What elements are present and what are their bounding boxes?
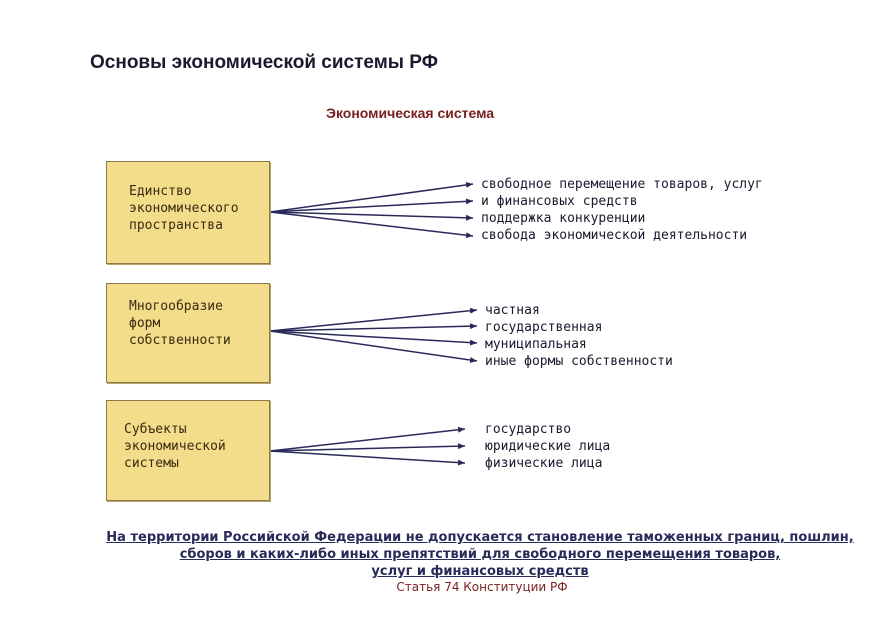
arrow-line [270,331,477,343]
list-item: и финансовых средств [481,194,638,209]
box-economic-subjects [106,400,270,501]
arrow-line [270,451,465,463]
arrow-line [270,201,473,212]
box-label: Многообразие форм собственности [129,299,231,348]
list-item: государство [485,422,572,437]
list-item: юридические лица [485,439,611,454]
list-item: поддержка конкуренции [481,211,646,226]
box-unity-of-economic-space [106,161,270,264]
arrow-line [270,446,465,451]
diagram-title: Экономическая система [326,105,495,121]
quote-line: сборов и каких-либо иных препятствий для свободного перемещения товаров, [179,547,781,562]
list-item: муниципальная [485,337,587,352]
list-item: иные формы собственности [485,354,673,369]
box-label: Единство экономического пространства [129,184,239,233]
list-item: частная [485,303,540,318]
arrow-line [270,184,473,212]
arrow-line [270,429,465,451]
box-label: Субъекты экономической системы [124,422,226,471]
list-item: физические лица [485,456,603,471]
list-item: свобода экономической деятельности [481,228,748,243]
quote-line: услуг и финансовых средств [371,564,589,579]
quote-line: На территории Российской Федерации не допускается становление таможенных границ, пошлин, [106,530,854,545]
items-list-unity [481,176,763,244]
quote-source: Статья 74 Конституции РФ [396,580,568,594]
arrow-line [270,331,477,361]
constitution-quote [100,529,860,580]
items-list-subjects [485,421,610,472]
items-list-ownership [485,302,673,370]
page-title: Основы экономической системы РФ [90,52,438,73]
box-diversity-of-ownership [106,283,270,383]
list-item: государственная [485,320,603,335]
list-item: свободное перемещение товаров, услуг [481,177,763,192]
